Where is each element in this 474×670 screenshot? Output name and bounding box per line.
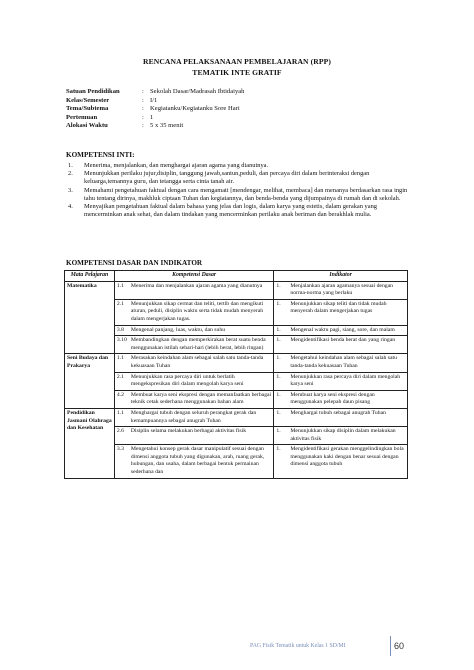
kd-cell: 2.1 Menunjukkan rasa percaya diri untuk berlatih mengekspresikan diri dalam mengolah karya seni: [114, 372, 273, 390]
kd-cell: 1.1 Menghargai tubuh dengan seluruh perangkat gerak dan kemampuannya sebagai anugrah Tuhan: [114, 408, 273, 426]
indicator-cell: 1. Mengidentifikasi gerakan menggelindingkan bola menggunakan kaki dengan benar sesuai dengan dimensi anggota tubuh: [274, 445, 408, 478]
kd-cell: 3.3 Mengetahui konsep gerak dasar manipulatif sesuai dengan dimensi anggota tubuh yang digunakan, arah, ruang gerak, hubungan, dan usaha, dalam berbagai bentuk permainan sederhana dan: [114, 445, 273, 478]
kd-cell: 4.2 Membuat karya seni ekspresi dengan memanfaatkan berbagai teknik cetak sederhana menggunakan bahan alam: [114, 390, 273, 408]
indicator-cell: 1. Menjalankan ajaran agamanya sesuai dengan norma-norma yang berlaku: [274, 281, 408, 299]
table-row: [65, 325, 408, 336]
info-row: Pertemuan : 1: [66, 113, 154, 121]
kd-cell: 1.1 Menerima dan menjalankan ajaran agama yang dianutnya: [114, 281, 273, 299]
identity-block: [66, 88, 244, 131]
table-row: [65, 390, 408, 408]
list-item: 3. Memahami pengetahuan faktual dengan cara mengamati [mendengar, melihat, membaca] dan menanya berdasarkan rasa ingin tahu tentang dirinya, makhluk ciptaan Tuhan dan kegiatannya, dan benda-benda yang dijumpainya di rumah dan di sekolah.: [68, 186, 408, 202]
kd-cell: 2.6 Disiplin selama melakukan berbagai aktivitas fisik: [114, 427, 273, 445]
table-header-row: [65, 271, 408, 282]
table-row: [65, 372, 408, 390]
table-row: [65, 408, 408, 426]
ki-list: [66, 162, 411, 219]
info-row: Kelas/Semester : I/1: [66, 96, 158, 104]
kd-cell: 2.1 Menunjukkan sikap cermat dan teliti, tertib dan mengikuti aturan, peduli, disiplin waktu serta tidak mudah menyerah dalam mengerjakan tugas.: [114, 299, 273, 325]
indicator-cell: 1. Mengidentifikasi benda berat dan yang ringan: [274, 336, 408, 354]
table-row: [65, 445, 408, 478]
table-row: [65, 336, 408, 354]
subject-cell: Pendidikan Jasmani Olahraga dan Kesehatan: [65, 408, 115, 478]
table-row: [65, 427, 408, 445]
indicator-cell: 1. Menunjukkan sikap teliti dan tidak mudah menyerah dalam mengerjakan tugas: [274, 299, 408, 325]
kd-cell: 3.8 Mengenal panjang, luas, waktu, dan suhu: [114, 325, 273, 336]
kd-heading: KOMPETENSI DASAR DAN INDIKATOR: [66, 259, 203, 267]
info-row: Satuan Pendidikan : Sekolah Dasar/Madrasah Ibtidaiyah: [66, 88, 245, 95]
table-row: [65, 354, 408, 372]
kd-table: [64, 270, 408, 479]
indicator-cell: 1. Menunjukkan sikap disiplin dalam melakukan aktivitas fisik: [274, 427, 408, 445]
indicator-cell: 1. Menunjukkan rasa percaya diri dalam mengolah karya seni: [274, 372, 408, 390]
column-header: Indikator: [274, 271, 408, 282]
kd-cell: 3.10 Membandingkan dengan memperkirakan berat suatu benda menggunakan istilah sehari-hari (lebih berat, lebih ringan): [114, 336, 273, 354]
info-row: Alokasi Waktu : 5 x 35 menit: [66, 122, 184, 130]
info-row: Tema/Subtema : Kegiatanku/Kegiatanku Sore Hari: [66, 105, 240, 113]
indicator-cell: 1. Mengenal waktu pagi, siang, sore, dan malam: [274, 325, 408, 336]
column-header: Mata Pelajaran: [65, 271, 115, 282]
footer-text: PAG Fisik Tematik untuk Kelas 1 SD/MI: [250, 643, 346, 649]
document-subtitle: TEMATIK INTE GRATIF: [192, 68, 282, 77]
list-item: 4. Menyajikan pengetahuan faktual dalam bahasa yang jelas dan logis, dalam karya yang estetis, dalam gerakan yang mencerminkan anak sehat, dan dalam tindakan yang mencerminkan perilaku anak beriman dan berakhlak mulia.: [68, 203, 377, 219]
subject-cell: Matematika: [65, 281, 115, 354]
subject-cell: Seni Budaya dan Prakarya: [65, 354, 115, 409]
ki-heading: KOMPETENSI INTI:: [66, 151, 135, 159]
table-row: [65, 299, 408, 325]
indicator-cell: 1. Menghargai tubuh sebagai anugrah Tuhan: [274, 408, 408, 426]
indicator-cell: 1. Membuat karya seni ekspresi dengan menggunakan pelepah daun pisang: [274, 390, 408, 408]
column-header: Kompetensi Dasar: [114, 271, 273, 282]
page-number: 60: [394, 641, 405, 651]
kd-cell: 1.1 Merasakan keindahan alam sebagai salah satu tanda-tanda kekuasaan Tuhan: [114, 354, 273, 372]
indicator-cell: 1. Mengetahui keindahan alam sebagai salah satu tanda-tanda kekuasaan Tuhan: [274, 354, 408, 372]
list-item: 2. Menunjukkan perilaku jujur,disiplin, tanggung jawab,santun,peduli, dan percaya diri dalam berinteraksi dengan keluarga,temannya guru, dan tetangga serta cinta tanah air.: [68, 170, 370, 186]
table-row: [65, 281, 408, 299]
footer-divider: [390, 636, 391, 656]
list-item: 1. Menerima, menjalankan, dan menghargai ajaran agama yang dianutnya.: [68, 162, 269, 169]
document-title: RENCANA PELAKSANAAN PEMBELAJARAN (RPP): [143, 57, 331, 66]
